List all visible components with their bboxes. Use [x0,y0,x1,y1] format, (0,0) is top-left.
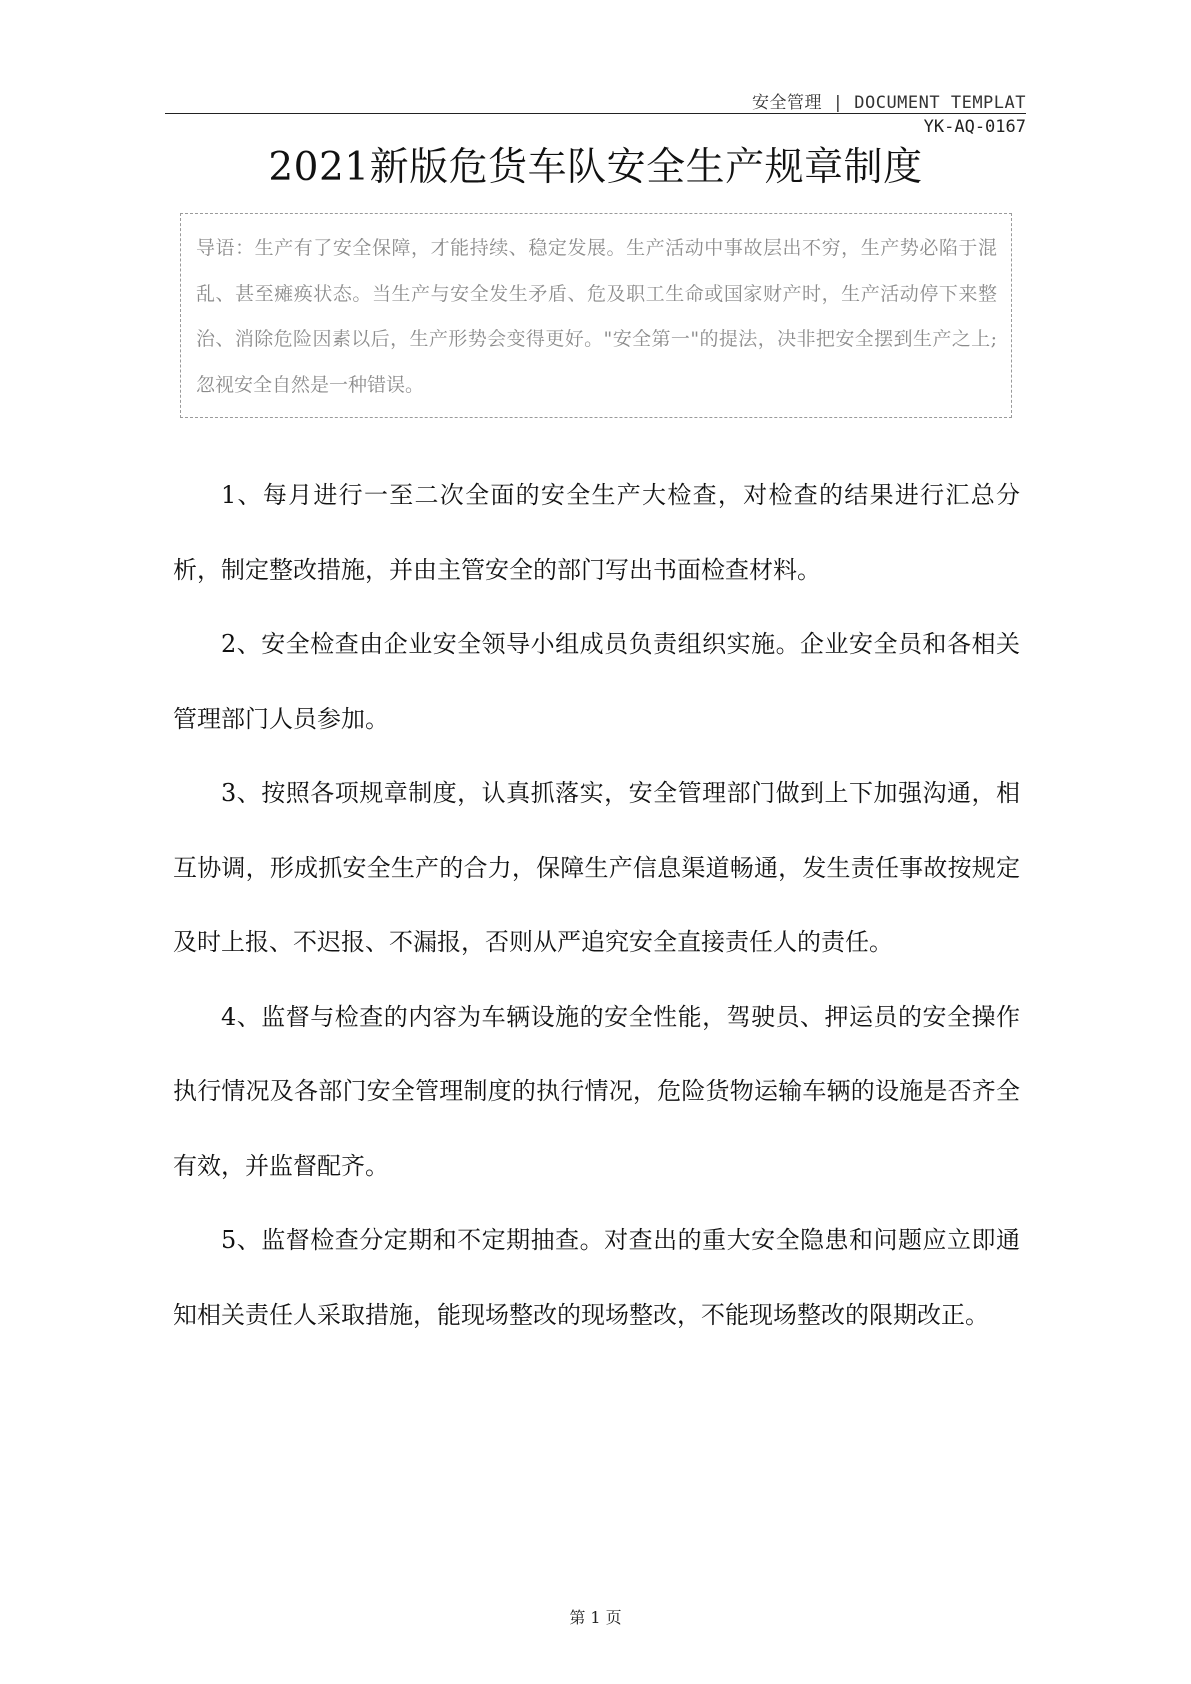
intro-text: 导语：生产有了安全保障，才能持续、稳定发展。生产活动中事故层出不穷，生产势必陷于混乱、甚至瘫痪状态。当生产与安全发生矛盾、危及职工生命或国家财产时，生产活动停下来整治、消除危险因素以后，生产形势会变得更好。"安全第一"的提法，决非把安全摆到生产之上;忽视安全自然是一种错误。 [196,237,997,396]
header-label: 安全管理 | DOCUMENT TEMPLAT [752,93,1026,113]
intro-box [180,213,1012,418]
document-title: 2021新版危货车队安全生产规章制度 [268,145,923,190]
document-body [173,458,1020,1352]
header-divider [165,113,1026,114]
paragraph-1: 1、每月进行一至二次全面的安全生产大检查，对检查的结果进行汇总分析，制定整改措施，并由主管安全的部门写出书面检查材料。 [173,481,1020,584]
paragraph-5: 5、监督检查分定期和不定期抽查。对查出的重大安全隐患和问题应立即通知相关责任人采取措施，能现场整改的现场整改，不能现场整改的限期改正。 [173,1226,1020,1329]
paragraph-3: 3、按照各项规章制度，认真抓落实，安全管理部门做到上下加强沟通，相互协调，形成抓安全生产的合力，保障生产信息渠道畅通，发生责任事故按规定及时上报、不迟报、不漏报，否则从严追究安全直接责任人的责任。 [173,779,1020,956]
paragraph-4: 4、监督与检查的内容为车辆设施的安全性能，驾驶员、押运员的安全操作执行情况及各部门安全管理制度的执行情况，危险货物运输车辆的设施是否齐全有效，并监督配齐。 [173,1002,1020,1180]
paragraph-2: 2、安全检查由企业安全领导小组成员负责组织实施。企业安全员和各相关管理部门人员参加。 [173,630,1020,733]
document-code: YK-AQ-0167 [923,117,1026,137]
page-number: 第 1 页 [569,1608,622,1627]
